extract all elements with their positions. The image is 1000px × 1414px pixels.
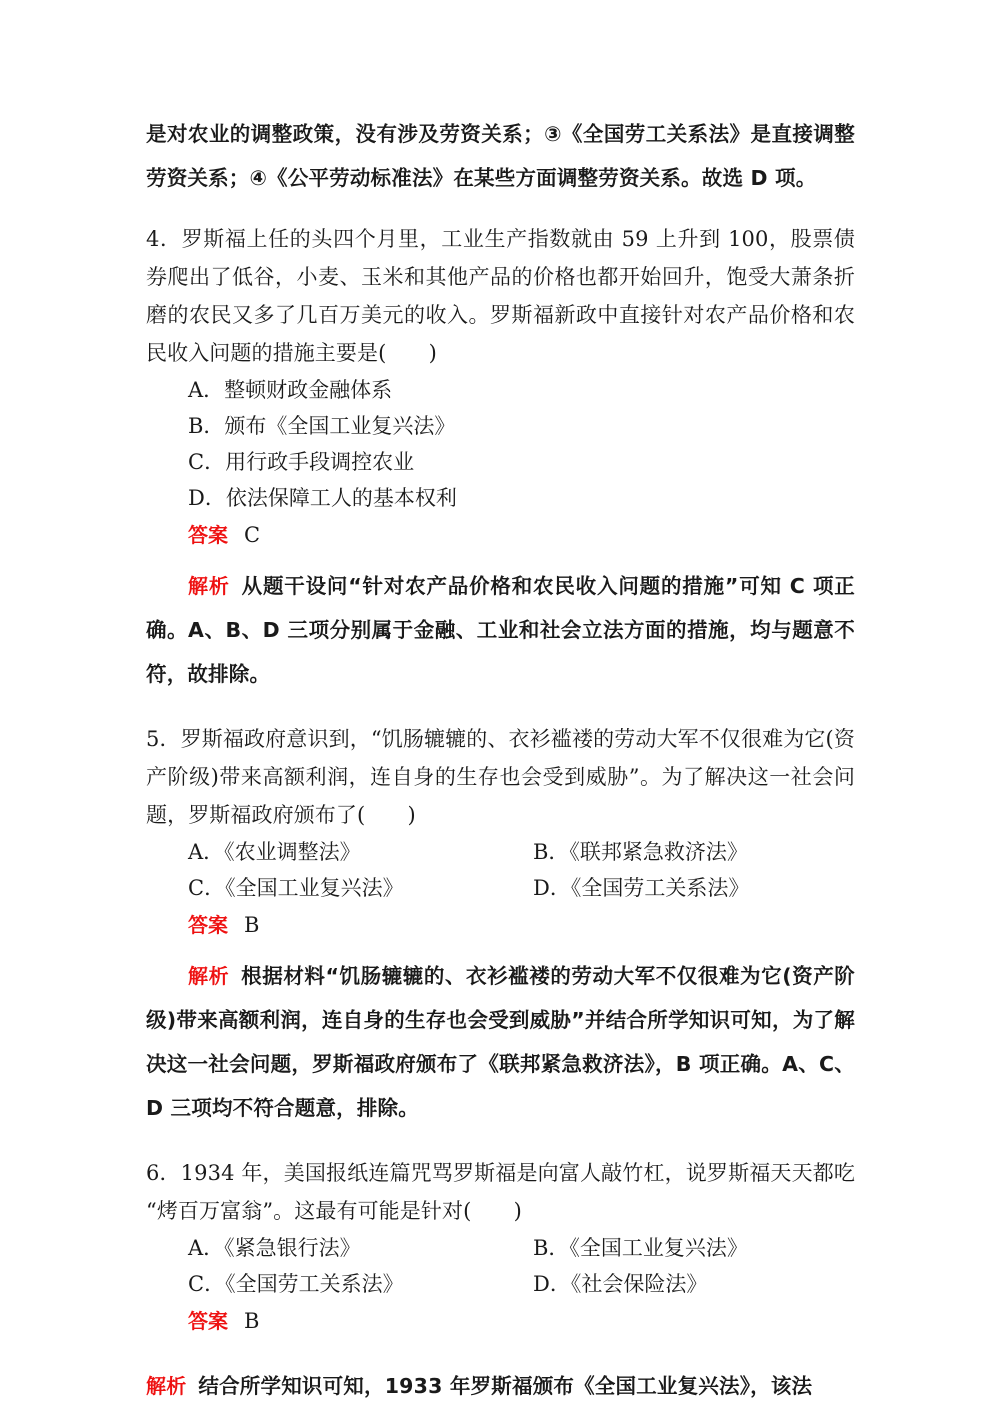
option-6-b[interactable]: B．《全国工业复兴法》 bbox=[533, 1236, 748, 1260]
options-list-4 bbox=[146, 372, 855, 516]
spacer bbox=[146, 1342, 855, 1364]
option-6-c[interactable]: C．《全国劳工关系法》 bbox=[188, 1272, 404, 1296]
answer-line-5 bbox=[146, 906, 855, 946]
options-list-6 bbox=[146, 1230, 855, 1302]
analysis-text-4: 从题干设问“针对农产品价格和农民收入问题的措施”可知 C 项正确。A、B、D 三项分别属于金融、工业和社会立法方面的措施，均与题意不符，故排除。 bbox=[146, 574, 855, 686]
analysis-block-4 bbox=[146, 564, 855, 696]
answer-value-6: B bbox=[244, 1309, 260, 1333]
spacer bbox=[146, 696, 855, 712]
spacer bbox=[146, 1130, 855, 1146]
question-block-4 bbox=[146, 220, 855, 696]
analysis-text-6: 结合所学知识可知，1933 年罗斯福颁布《全国工业复兴法》，该法 bbox=[198, 1374, 813, 1398]
question-block-5 bbox=[146, 720, 855, 1130]
question-block-6 bbox=[146, 1154, 855, 1408]
analysis-block-5 bbox=[146, 954, 855, 1130]
option-6-a[interactable]: A．《紧急银行法》 bbox=[188, 1236, 361, 1260]
option-5-d[interactable]: D．《全国劳工关系法》 bbox=[533, 876, 750, 900]
question-stem-4: 4．罗斯福上任的头四个月里，工业生产指数就由 59 上升到 100，股票债券爬出了低谷，小麦、玉米和其他产品的价格也都开始回升，饱受大萧条折磨的农民又多了几百万美元的收入。罗斯福新政中直接针对农产品价格和农民收入问题的措施主要是( ) bbox=[146, 227, 855, 365]
option-6-d[interactable]: D．《社会保险法》 bbox=[533, 1272, 708, 1296]
analysis-text-5: 根据材料“饥肠辘辘的、衣衫褴褛的劳动大军不仅很难为它(资产阶级)带来高额利润，连自身的生存也会受到威胁”并结合所学知识可知，为了解决这一社会问题，罗斯福政府颁布了《联邦紧急救济法》，B 项正确。A、C、D 三项均不符合题意，排除。 bbox=[146, 964, 856, 1120]
answer-label-5: 答案 bbox=[188, 913, 228, 937]
option-4-b[interactable]: B．颁布《全国工业复兴法》 bbox=[188, 414, 456, 438]
answer-label-6: 答案 bbox=[188, 1309, 228, 1333]
option-4-d[interactable]: D．依法保障工人的基本权利 bbox=[188, 486, 457, 510]
spacer bbox=[146, 946, 855, 954]
carryover-explanation-block bbox=[146, 112, 855, 200]
carryover-explanation-text: 是对农业的调整政策，没有涉及劳资关系；③《全国劳工关系法》是直接调整劳资关系；④《公平劳动标准法》在某些方面调整劳资关系。故选 D 项。 bbox=[146, 122, 855, 190]
option-5-b[interactable]: B．《联邦紧急救济法》 bbox=[533, 840, 748, 864]
answer-label-4: 答案 bbox=[188, 523, 228, 547]
question-stem-6: 6．1934 年，美国报纸连篇咒骂罗斯福是向富人敲竹杠，说罗斯福天天都吃“烤百万富翁”。这最有可能是针对( ) bbox=[146, 1161, 855, 1223]
options-row-5-cd bbox=[146, 870, 855, 906]
option-5-a[interactable]: A．《农业调整法》 bbox=[188, 840, 361, 864]
option-4-a[interactable]: A．整顿财政金融体系 bbox=[188, 378, 393, 402]
spacer bbox=[146, 556, 855, 564]
answer-value-5: B bbox=[244, 913, 260, 937]
answer-line-6 bbox=[146, 1302, 855, 1342]
answer-line-4 bbox=[146, 516, 855, 556]
analysis-label-4: 解析 bbox=[188, 574, 230, 598]
answer-value-4: C bbox=[244, 523, 261, 547]
spacer bbox=[146, 204, 855, 212]
option-5-c[interactable]: C．《全国工业复兴法》 bbox=[188, 876, 404, 900]
analysis-label-5: 解析 bbox=[188, 964, 230, 988]
analysis-block-6 bbox=[146, 1364, 855, 1408]
question-stem-5: 5．罗斯福政府意识到，“饥肠辘辘的、衣衫褴褛的劳动大军不仅很难为它(资产阶级)带来高额利润，连自身的生存也会受到威胁”。为了解决这一社会问题，罗斯福政府颁布了( ) bbox=[146, 727, 855, 827]
analysis-label-6: 解析 bbox=[146, 1374, 187, 1398]
options-row-6-cd bbox=[146, 1266, 855, 1302]
options-row-6-ab bbox=[146, 1230, 855, 1266]
options-row-5-ab bbox=[146, 834, 855, 870]
options-list-5 bbox=[146, 834, 855, 906]
option-4-c[interactable]: C．用行政手段调控农业 bbox=[188, 450, 415, 474]
